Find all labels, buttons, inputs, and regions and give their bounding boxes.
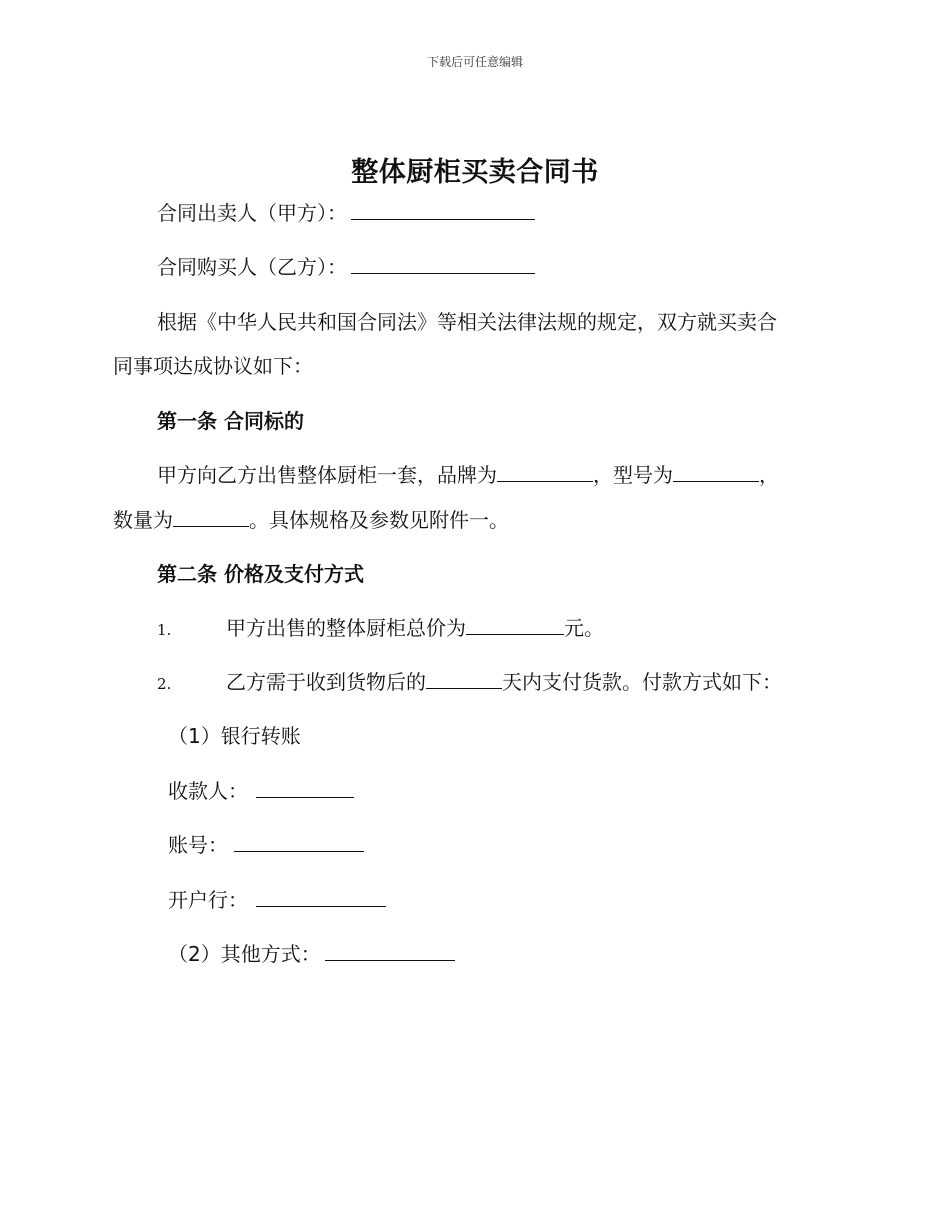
buyer-line bbox=[157, 253, 535, 281]
method2-label: （2）其他方式： bbox=[168, 942, 321, 966]
item1-line bbox=[226, 614, 604, 642]
model-blank[interactable] bbox=[673, 461, 759, 482]
seller-blank[interactable] bbox=[351, 199, 535, 220]
account-blank[interactable] bbox=[234, 831, 364, 852]
article1-text-b: ，型号为 bbox=[593, 463, 673, 487]
intro-line-1: 根据《中华人民共和国合同法》等相关法律法规的规定，双方就买卖合 bbox=[157, 310, 777, 334]
days-blank[interactable] bbox=[426, 668, 502, 689]
article1-heading: 第一条 合同标的 bbox=[157, 409, 304, 433]
article1-line-2 bbox=[113, 506, 509, 534]
payee-line bbox=[168, 777, 354, 805]
article2-heading: 第二条 价格及支付方式 bbox=[157, 562, 364, 586]
buyer-blank[interactable] bbox=[351, 253, 535, 274]
header-note: 下载后可任意编辑 bbox=[426, 55, 523, 69]
article1-text-c: ， bbox=[759, 463, 779, 487]
item2-number: 2. bbox=[157, 675, 172, 693]
bank-label: 开户行： bbox=[168, 888, 248, 912]
seller-label: 合同出卖人（甲方）： bbox=[157, 201, 347, 225]
buyer-label: 合同购买人（乙方）： bbox=[157, 255, 347, 279]
other-method-blank[interactable] bbox=[325, 940, 455, 961]
item1-text-b: 元。 bbox=[564, 616, 604, 640]
article1-text-a: 甲方向乙方出售整体厨柜一套，品牌为 bbox=[157, 463, 497, 487]
method2-line bbox=[168, 940, 455, 968]
item2-text-a: 乙方需于收到货物后的 bbox=[226, 670, 426, 694]
item1-number: 1. bbox=[157, 621, 172, 639]
item1-text-a: 甲方出售的整体厨柜总价为 bbox=[226, 616, 466, 640]
brand-blank[interactable] bbox=[497, 461, 593, 482]
item2-line bbox=[226, 668, 782, 696]
seller-line bbox=[157, 199, 535, 227]
payee-blank[interactable] bbox=[256, 777, 354, 798]
payee-label: 收款人： bbox=[168, 779, 248, 803]
document-title: 整体厨柜买卖合同书 bbox=[351, 157, 599, 188]
method1-line: （1）银行转账 bbox=[168, 724, 301, 748]
article1-text-e: 。具体规格及参数见附件一。 bbox=[249, 508, 509, 532]
account-line bbox=[168, 831, 364, 859]
article1-text-d: 数量为 bbox=[113, 508, 173, 532]
bank-line bbox=[168, 886, 386, 914]
quantity-blank[interactable] bbox=[173, 506, 249, 527]
account-label: 账号： bbox=[168, 833, 228, 857]
item2-text-b: 天内支付货款。付款方式如下： bbox=[502, 670, 782, 694]
total-price-blank[interactable] bbox=[466, 614, 564, 635]
intro-line-2: 同事项达成协议如下： bbox=[113, 354, 313, 378]
bank-blank[interactable] bbox=[256, 886, 386, 907]
article1-line-1 bbox=[157, 461, 779, 489]
